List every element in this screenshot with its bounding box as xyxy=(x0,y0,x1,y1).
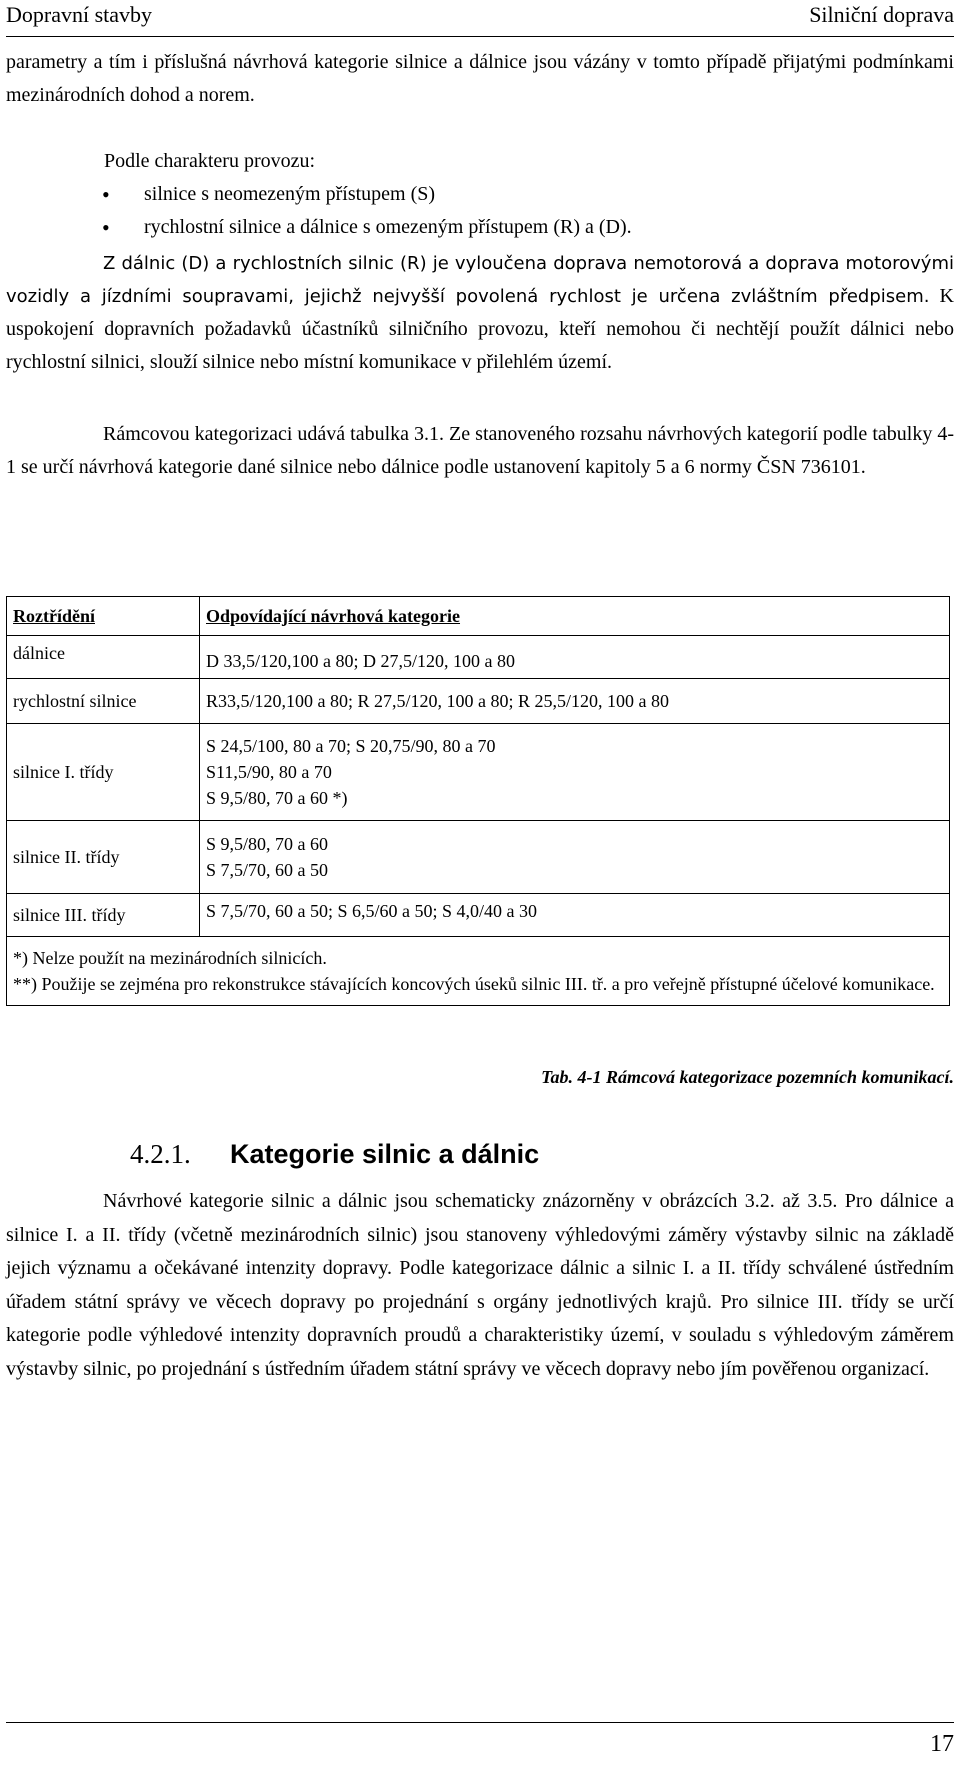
list-item: • silnice s neomezeným přístupem (S) xyxy=(104,178,632,211)
table-cell-value: R33,5/120,100 a 80; R 27,5/120, 100 a 80; R 25,5/120, 100 a 80 xyxy=(200,679,950,724)
paragraph-categories: Návrhové kategorie silnic a dálnic jsou schematicky znázorněny v obrázcích 3.2. až 3.5. Pro dálnice a silnice I. a II. třídy (včetně mezinárodních silnic) jsou stanoveny výhledovými záměry výstavby silnic na základě jejich významu a očekávané intenzity dopravy. Podle kategorizace dálnic a silnic I. a II. třídy schválené ústředním úřadem státní správy ve věcech dopravy po projednání s orgány jednotlivých krajů. Pro silnice III. třídy se určí kategorie podle výhledové intenzity dopravních proudů a charakteristiky území, v souladu s výhledovým záměrem výstavby silnic, po projednání s ústředním úřadem státní správy ve věcech dopravy nebo jím pověřenou organizací. xyxy=(6,1190,954,1380)
table-cell-label: dálnice xyxy=(7,636,200,679)
category-line: S11,5/90, 80 a 70 xyxy=(206,762,332,782)
category-table xyxy=(6,596,950,1006)
list-item: • rychlostní silnice a dálnice s omezeným přístupem (R) a (D). xyxy=(104,211,632,244)
section-title: Kategorie silnic a dálnic xyxy=(230,1139,540,1169)
header-left: Dopravní stavby xyxy=(6,2,153,27)
table-cell-value xyxy=(200,724,950,821)
table-cell-value: S 7,5/70, 60 a 50; S 6,5/60 a 50; S 4,0/40 a 30 xyxy=(200,894,950,937)
table-row xyxy=(7,679,950,724)
page-number: 17 xyxy=(930,1731,954,1757)
header-right: Silniční doprava xyxy=(809,2,954,27)
table-cell-value xyxy=(200,821,950,894)
table-row xyxy=(7,894,950,937)
table-cell-label: silnice III. třídy xyxy=(7,894,200,937)
page-header xyxy=(6,0,954,37)
table-row xyxy=(7,724,950,821)
paragraph-exclusion-part2: K uspokojení dopravních požadavků účastníků silničního provozu, kteří nemohou či nechtějí použít dálnici nebo rychlostní silnici, slouží silnice nebo místní komunikace v přilehlém území. xyxy=(6,285,954,373)
category-line: S 24,5/100, 80 a 70; S 20,75/90, 80 a 70 xyxy=(206,736,496,756)
paragraph-intro: parametry a tím i příslušná návrhová kategorie silnice a dálnice jsou vázány v tomto případě přijatými podmínkami mezinárodních dohod a norem. xyxy=(6,51,954,106)
section-number: 4.2.1. xyxy=(130,1139,191,1169)
table-notes-row xyxy=(7,937,950,1006)
paragraph-exclusion xyxy=(6,247,954,379)
category-line: S 7,5/70, 60 a 50 xyxy=(206,860,329,880)
table-header-cell: Roztřídění xyxy=(7,597,200,636)
table-row xyxy=(7,636,950,679)
table-note: *) Nelze použít na mezinárodních silnicích. xyxy=(13,948,327,968)
table-row xyxy=(7,821,950,894)
page-footer xyxy=(6,1722,954,1767)
paragraph-framework: Rámcovou kategorizaci udává tabulka 3.1. Ze stanoveného rozsahu návrhových kategorií podle tabulky 4-1 se určí návrhová kategorie dané silnice nebo dálnice podle ustanovení kapitoly 5 a 6 normy ČSN 736101. xyxy=(6,423,954,478)
table-header-row xyxy=(7,597,950,636)
table-cell-value: D 33,5/120,100 a 80; D 27,5/120, 100 a 80 xyxy=(200,636,950,679)
section-heading xyxy=(130,1136,539,1172)
table-header-cell: Odpovídající návrhová kategorie xyxy=(200,597,950,636)
paragraph-exclusion-part1: Z dálnic (D) a rychlostních silnic (R) je vyloučena doprava nemotorová a doprava motorovými vozidly a jízdními soupravami, jejichž nejvyšší povolená rychlost je určena zvláštním předpisem. xyxy=(6,253,954,307)
table-caption: Tab. 4-1 Rámcová kategorizace pozemních komunikací. xyxy=(541,1067,954,1087)
traffic-character-list xyxy=(104,145,632,244)
table-cell-label: rychlostní silnice xyxy=(7,679,200,724)
table-cell-label: silnice I. třídy xyxy=(7,724,200,821)
category-line: S 9,5/80, 70 a 60 xyxy=(206,834,329,854)
category-line: S 9,5/80, 70 a 60 *) xyxy=(206,788,348,808)
table-notes xyxy=(7,937,950,1006)
table-cell-label: silnice II. třídy xyxy=(7,821,200,894)
list-lead: Podle charakteru provozu: xyxy=(104,150,316,172)
table-note: **) Použije se zejména pro rekonstrukce stávajících koncových úseků silnic III. tř. a pro veřejně přístupné účelové komunikace. xyxy=(13,974,935,994)
